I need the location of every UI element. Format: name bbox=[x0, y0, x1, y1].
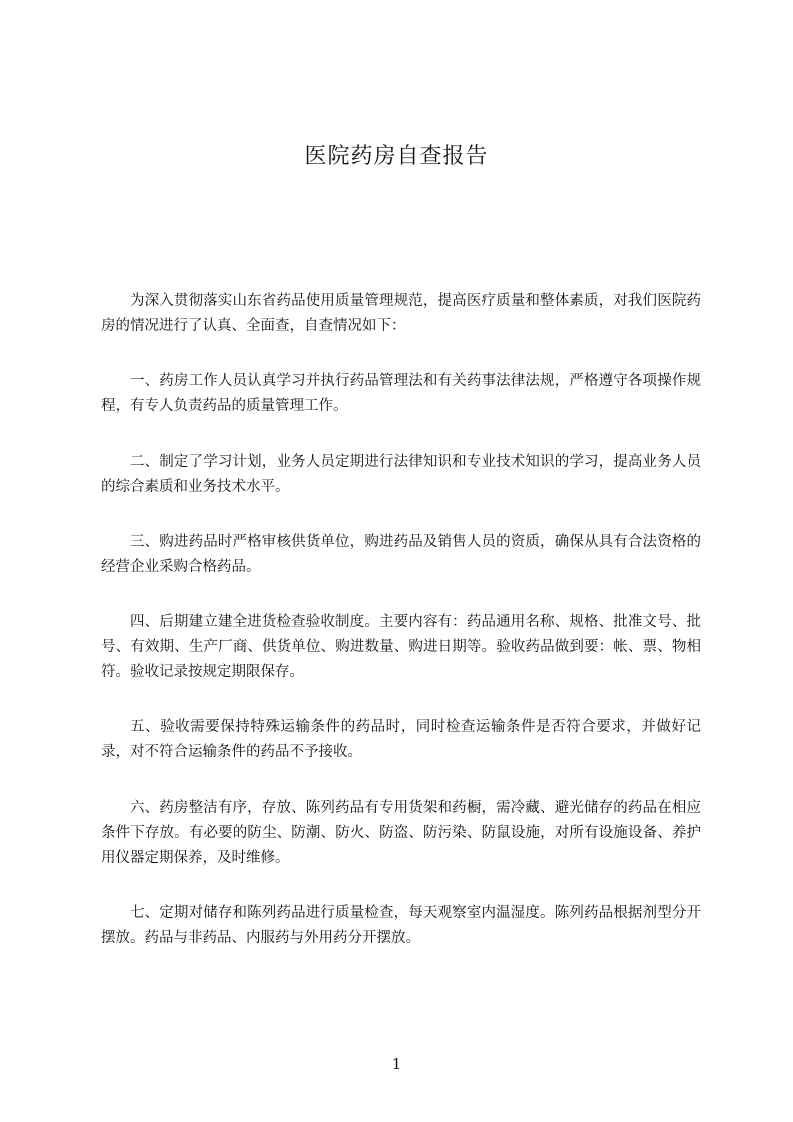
paragraph-item-1: 一、药房工作人员认真学习并执行药品管理法和有关药事法律法规，严格遵守各项操作规程，有专人负责药品的质量管理工作。 bbox=[101, 373, 701, 414]
paragraph-item-6: 六、药房整洁有序，存放、陈列药品有专用货架和药橱，需冷藏、避光储存的药品在相应条件下存放。有必要的防尘、防潮、防火、防盗、防污染、防鼠设施，对所有设施设备、养护用仪器定期保养，及时维修。 bbox=[101, 800, 701, 866]
page-number: 1 bbox=[391, 1055, 402, 1073]
paragraph-item-7: 七、定期对储存和陈列药品进行质量检查，每天观察室内温湿度。陈列药品根据剂型分开摆放。药品与非药品、内服药与外用药分开摆放。 bbox=[101, 905, 701, 946]
document-title: 医院药房自查报告 bbox=[304, 144, 489, 169]
paragraph-item-3: 三、购进药品时严格审核供货单位，购进药品及销售人员的资质，确保从具有合法资格的经营企业采购合格药品。 bbox=[101, 534, 701, 575]
paragraph-item-4: 四、后期建立建全进货检查验收制度。主要内容有：药品通用名称、规格、批准文号、批号、有效期、生产厂商、供货单位、购进数量、购进日期等。验收药品做到要：帐、票、物相符。验收记录按规定期限保存。 bbox=[101, 614, 701, 680]
paragraph-intro: 为深入贯彻落实山东省药品使用质量管理规范，提高医疗质量和整体素质，对我们医院药房的情况进行了认真、全面查，自查情况如下： bbox=[101, 293, 701, 334]
paragraph-item-5: 五、验收需要保持特殊运输条件的药品时，同时检查运输条件是否符合要求，并做好记录，对不符合运输条件的药品不予接收。 bbox=[101, 719, 701, 760]
paragraph-item-2: 二、制定了学习计划，业务人员定期进行法律知识和专业技术知识的学习，提高业务人员的综合素质和业务技术水平。 bbox=[101, 454, 701, 495]
